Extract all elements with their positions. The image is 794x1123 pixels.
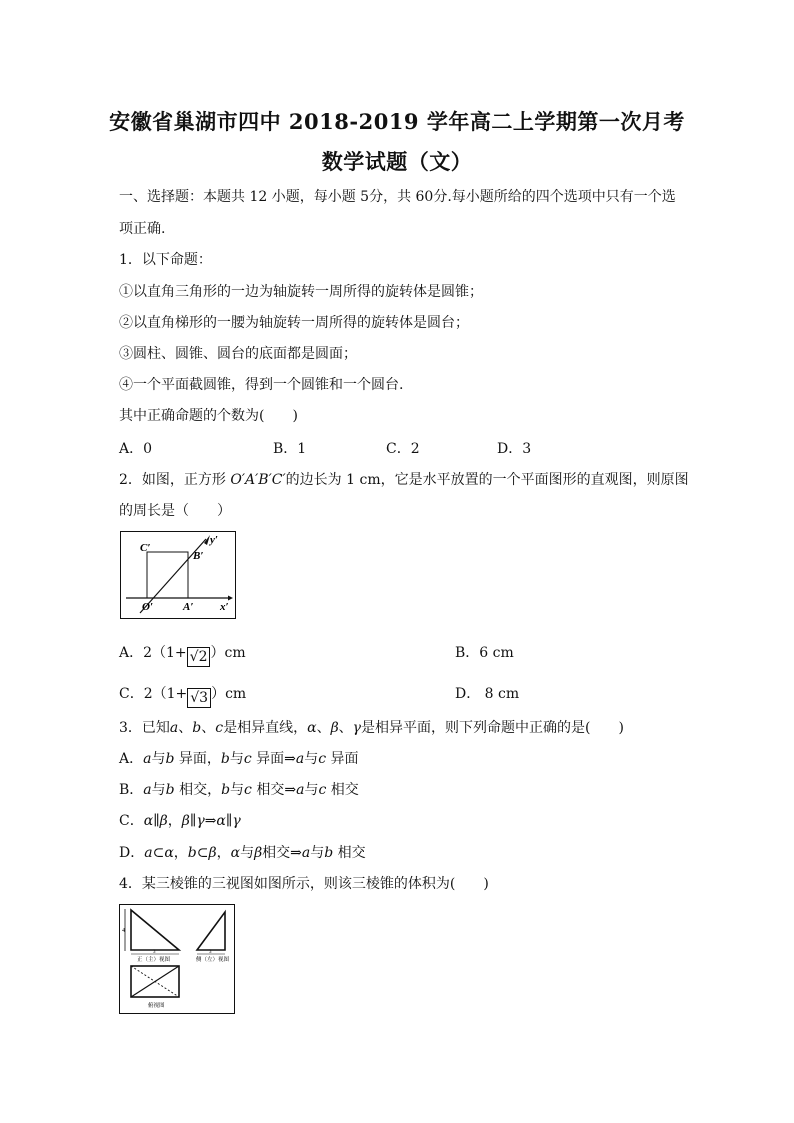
q3-sep: 、: [201, 720, 216, 736]
section-heading-line-1: 一、选择题：本题共 12 小题，每小题 5分，共 60分.每小题所给的四个选项中只有一个选: [119, 189, 676, 205]
q3-c-text: ∥: [189, 813, 197, 829]
q3-var-alpha: α: [307, 720, 317, 736]
q2-stem: [119, 469, 689, 489]
q3-option-d: [119, 842, 366, 862]
title-line-2: 数学试题（文）: [321, 149, 473, 174]
q3-d-text: ，: [173, 845, 188, 861]
q1-item-4: ④一个平面截圆锥，得到一个圆锥和一个圆台.: [119, 377, 404, 393]
q2-option-c-radical: √3: [187, 688, 211, 708]
q1-item-3: ③圆柱、圆锥、圆台的底面都是圆面；: [119, 346, 357, 362]
q3-c-text: ⇒: [204, 813, 217, 829]
q3-option-b: [119, 779, 359, 799]
q1-option-c: C．2: [386, 441, 420, 457]
q3-c-text: ∥: [153, 813, 160, 829]
q3-d-text: 相交: [333, 845, 366, 861]
q2-option-c-suffix: ）cm: [211, 686, 247, 702]
q3-var-beta: β: [330, 720, 339, 736]
q3-c-label: C．: [119, 813, 144, 829]
q1-item-2: ②以直角梯形的一腰为轴旋转一周所得的旋转体是圆台；: [119, 315, 469, 331]
q4-height-dim: 4: [122, 928, 125, 934]
q2-option-c-prefix: C．2（1+: [119, 686, 188, 702]
q3-var-beta: β: [159, 813, 168, 829]
q2-option-d: D． 8 cm: [455, 686, 520, 702]
q3-stem: 3．已知a、b、c是相异直线，α、β、γ是相异平面，则下列命题中正确的是( ): [119, 720, 624, 736]
q2-label-c: C′: [140, 542, 151, 554]
q3-var-c: c: [244, 782, 252, 798]
q4-stem: 4．某三棱锥的三视图如图所示，则该三棱锥的体积为( ): [119, 876, 489, 892]
q3-var-alpha: α: [164, 845, 174, 861]
q3-var-b: b: [221, 782, 231, 798]
q1-ask: 其中正确命题的个数为( ): [119, 408, 298, 424]
q3-d-text: ⊂: [152, 845, 165, 861]
q4-top-label: 俯视图: [148, 1003, 165, 1009]
q4-side-width-dim: 3: [209, 950, 212, 955]
q3-b-text: 与: [230, 782, 245, 798]
q2-label-y: y′: [210, 534, 218, 546]
q2-stem-line-2: 的周长是（ ）: [119, 503, 231, 519]
q4-side-label: 侧（左）视图: [196, 957, 230, 963]
q3-stem-part: 是相异平面，则下列命题中正确的是( ): [361, 720, 624, 736]
q3-b-text: 与: [304, 782, 319, 798]
q3-var-b: b: [220, 751, 230, 767]
q3-a-text: 与: [304, 751, 319, 767]
q3-a-text: 与: [151, 751, 166, 767]
q3-var-beta: β: [181, 813, 190, 829]
q3-var-alpha: α: [216, 813, 226, 829]
q4-front-width-dim: 3: [153, 950, 156, 955]
q3-var-alpha: α: [143, 813, 154, 829]
q3-b-text: 相交⇒: [251, 782, 297, 798]
q3-var-beta: β: [208, 845, 217, 861]
q3-option-c: [119, 810, 241, 830]
q2-option-b: B．6 cm: [455, 645, 514, 661]
q2-square-name: O′A′B′C′: [230, 472, 286, 488]
q3-var-c: c: [243, 751, 252, 767]
q3-d-text: 相交⇒: [262, 845, 302, 861]
q4-three-view-figure: [119, 904, 235, 1014]
q3-var-beta: β: [254, 845, 263, 861]
q3-var-gamma: γ: [196, 813, 205, 829]
q3-a-text: 异面，: [174, 751, 221, 767]
q2-stem-a: 2．如图，正方形: [119, 472, 231, 488]
q3-var-c: c: [215, 720, 224, 736]
q2-label-b: B′: [193, 550, 204, 562]
q1-item-1: ①以直角三角形的一边为轴旋转一周所得的旋转体是圆锥；: [119, 284, 483, 300]
q2-figure: [120, 531, 236, 619]
q3-var-alpha: α: [230, 845, 241, 861]
q3-var-gamma: γ: [352, 720, 362, 736]
q3-d-text: ，: [216, 845, 231, 861]
q3-b-label: B．: [119, 782, 144, 798]
q3-var-b: b: [165, 751, 175, 767]
q3-var-b: b: [187, 845, 197, 861]
q3-stem-part: 3．已知: [119, 720, 170, 736]
q3-var-a: a: [169, 720, 179, 736]
q3-a-text: 异面: [326, 751, 359, 767]
q3-b-text: 相交，: [174, 782, 222, 798]
q3-c-text: ，: [167, 813, 182, 829]
q3-d-text: 与: [240, 845, 255, 861]
q3-a-text: 异面⇒: [251, 751, 296, 767]
section-heading-line-2: 项正确.: [119, 221, 166, 237]
q3-sep: 、: [178, 720, 193, 736]
q3-var-a: a: [295, 751, 305, 767]
q3-a-label: A．: [119, 751, 144, 767]
q3-var-b: b: [324, 845, 334, 861]
q1-option-b: B．1: [273, 441, 307, 457]
q3-option-a: [119, 748, 359, 768]
q3-d-label: D．: [119, 845, 145, 861]
q2-label-o: O′: [142, 601, 154, 613]
q3-c-text: ∥: [225, 813, 233, 829]
q2-figure-frame: [121, 532, 236, 619]
q2-label-x: x′: [220, 601, 229, 613]
q2-stem-b: 的边长为 1 cm，它是水平放置的一个平面图形的直观图，则原图: [285, 472, 689, 488]
q1-option-a: A．0: [119, 441, 153, 457]
q4-front-label: 正（主）视图: [137, 957, 171, 963]
q3-var-a: a: [143, 782, 152, 798]
q3-var-a: a: [144, 845, 153, 861]
q3-var-gamma: γ: [232, 813, 241, 829]
q3-var-a: a: [301, 845, 311, 861]
q2-label-a: A′: [183, 601, 194, 613]
q3-d-text: 与: [310, 845, 325, 861]
q3-d-text: ⊂: [196, 845, 209, 861]
q3-var-a: a: [296, 782, 305, 798]
q3-var-c: c: [318, 782, 327, 798]
q3-var-a: a: [143, 751, 152, 767]
q3-stem-part: 是相异直线，: [223, 720, 308, 736]
q3-b-text: 相交: [326, 782, 359, 798]
q2-option-c: [119, 683, 246, 708]
q1-option-d: D．3: [497, 441, 532, 457]
q2-option-a-radical: √2: [187, 647, 211, 667]
q2-option-a-suffix: ）cm: [210, 645, 246, 661]
q3-var-b: b: [165, 782, 175, 798]
title-line-1: 安徽省巢湖市四中 2018-2019 学年高二上学期第一次月考: [109, 109, 685, 134]
q2-option-a: [119, 642, 246, 667]
q3-a-text: 与: [229, 751, 244, 767]
q3-b-text: 与: [151, 782, 166, 798]
q3-var-b: b: [192, 720, 202, 736]
q2-option-a-prefix: A．2（1+: [119, 645, 187, 661]
q1-stem: 1．以下命题：: [119, 252, 212, 268]
q3-var-c: c: [318, 751, 327, 767]
